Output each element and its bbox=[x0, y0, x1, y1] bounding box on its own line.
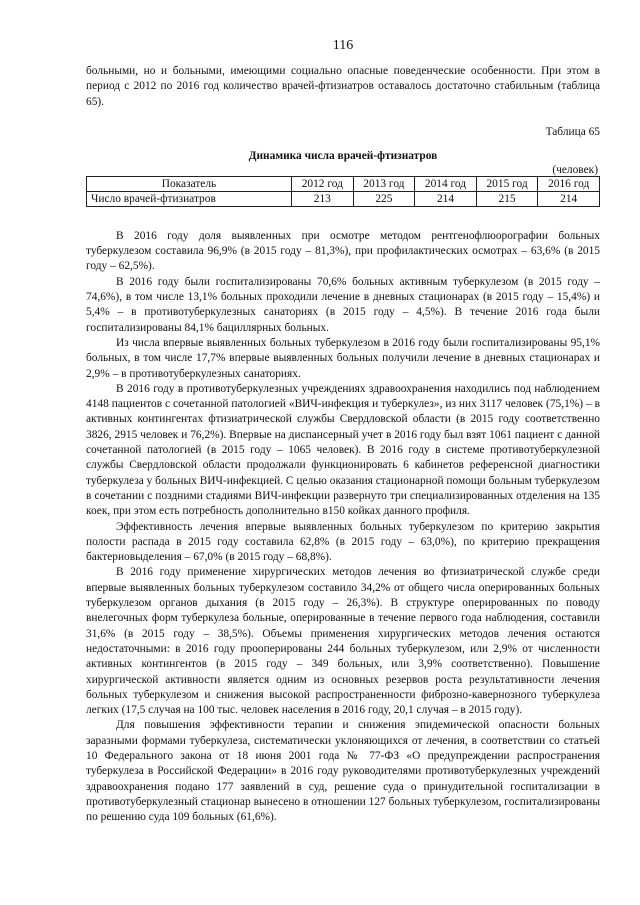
physicians-table bbox=[86, 176, 600, 207]
intro-paragraph: больными, но и больными, имеющими социально опасные поведенческие особенности. При этом в период с 2012 по 2016 год количество врачей-фтизиатров оставалось достаточно стабильным (таблица 65). bbox=[86, 65, 600, 108]
table-cell: 214 bbox=[538, 191, 600, 206]
table-header-cell: 2013 год bbox=[353, 176, 415, 191]
body-paragraph: В 2016 году в противотуберкулезных учреждениях здравоохранения находились под наблюдением 4148 пациентов с сочетанной патологией «ВИЧ-инфекция и туберкулез», из них 3117 человек (75,1%) – в активных контингентах фтизиатрической службы Свердловской области (в 2015 году соответственно 3826, 2915 человек и 76,2%). Впервые на диспансерный учет в 2016 году был взят 1061 пациент с данной сочетанной патологией (в 2015 году – 1065 человек). В 2016 году в системе противотуберкулезной службы Свердловской области продолжали функционировать 6 кабинетов референсной диагностики туберкулеза у больных ВИЧ-инфекцией. С целью оказания стационарной помощи больным туберкулезом в сочетании с поздними стадиями ВИЧ-инфекции развернуто три специализированных отделения на 135 коек, при этом есть потребность дополнительно в150 койках данного профиля. bbox=[86, 382, 600, 518]
table-cell: 213 bbox=[292, 191, 354, 206]
table-title: Динамика числа врачей-фтизиатров bbox=[248, 149, 438, 162]
table-header-cell: 2016 год bbox=[538, 176, 600, 191]
table-header-cell: 2014 год bbox=[415, 176, 477, 191]
body-paragraph: Из числа впервые выявленных больных туберкулезом в 2016 году были госпитализированы 95,1% больных, в том числе 17,7% впервые выявленных больных получили лечение в дневных стационарах и 2,9% – в противотуберкулезных санаториях. bbox=[86, 336, 600, 380]
body-paragraph: В 2016 году доля выявленных при осмотре методом рентгенофлюорографии больных туберкулезом составила 96,9% (в 2015 году – 81,3%), при профилактических осмотрах – 63,6% (в 2015 году – 62,5%). bbox=[86, 229, 600, 273]
table-cell: 215 bbox=[476, 191, 538, 206]
table-header-cell: 2015 год bbox=[476, 176, 538, 191]
table-unit: (человек) bbox=[552, 163, 598, 176]
body-paragraph: Для повышения эффективности терапии и снижения эпидемической опасности больных заразными формами туберкулеза, систематически уклоняющихся от лечения, в соответствии со статьей 10 Федерального закона от 18 июня 2001 года № 77-ФЗ «О предупреждении распространения туберкулеза в Российской Федерации» в 2016 году руководителями противотуберкулезных учреждений здравоохранения подано 177 заявлений в суд, решение суда о принудительной госпитализации в противотуберкулезный стационар вынесено в отношении 127 больных туберкулезом, госпитализированы по решению суда 109 больных (61,6%). bbox=[86, 719, 600, 824]
body-paragraph: В 2016 году были госпитализированы 70,6% больных активным туберкулезом (в 2015 году – 74,6%), в том числе 13,1% больных проходили лечение в дневных стационарах (в 2015 году – 15,4%) и 5,4% – в противотуберкулезных санаториях (в 2015 году – 4,5%). В течение 2016 года были госпитализированы 84,1% бациллярных больных. bbox=[86, 275, 600, 334]
table-header-cell: 2012 год bbox=[292, 176, 354, 191]
table-row bbox=[87, 191, 600, 206]
body-paragraph: Эффективность лечения впервые выявленных больных туберкулезом по критерию закрытия полости распада в 2015 году составила 62,8% (в 2015 году – 63,0%), по критерию прекращения бактериовыделения – 67,0% (в 2015 году – 68,8%). bbox=[86, 520, 600, 564]
table-header-row bbox=[87, 176, 600, 191]
table-caption: Таблица 65 bbox=[545, 125, 600, 138]
table-cell: 214 bbox=[415, 191, 477, 206]
page-number: 116 bbox=[332, 38, 354, 53]
table-cell: Число врачей-фтизиатров bbox=[87, 191, 292, 206]
body-paragraph: В 2016 году применение хирургических методов лечения во фтизиатрической службе среди впервые выявленных больных туберкулезом составило 34,2% от общего числа оперированных больных туберкулезом органов дыхания (в 2015 году – 26,3%). В структуре оперированных по поводу внелегочных форм туберкулеза больные, оперированные в течение первого года наблюдения, составили 31,6% (в 2015 году – 38,5%). Объемы применения хирургических методов лечения остаются недостаточными: в 2016 году прооперированы 244 больных туберкулезом, или 2,9% от численности активных контингентов (в 2015 году – 349 больных, или 3,9% соответственно). Повышение хирургической активности является одним из основных резервов роста результативности лечения больных туберкулезом и снижения высокой распространенности фиброзно-кавернозного туберкулеза легких (17,5 случая на 100 тыс. человек населения в 2016 году, 20,1 случая – в 2015 году). bbox=[86, 566, 600, 717]
table-header-cell: Показатель bbox=[87, 176, 292, 191]
table-cell: 225 bbox=[353, 191, 415, 206]
